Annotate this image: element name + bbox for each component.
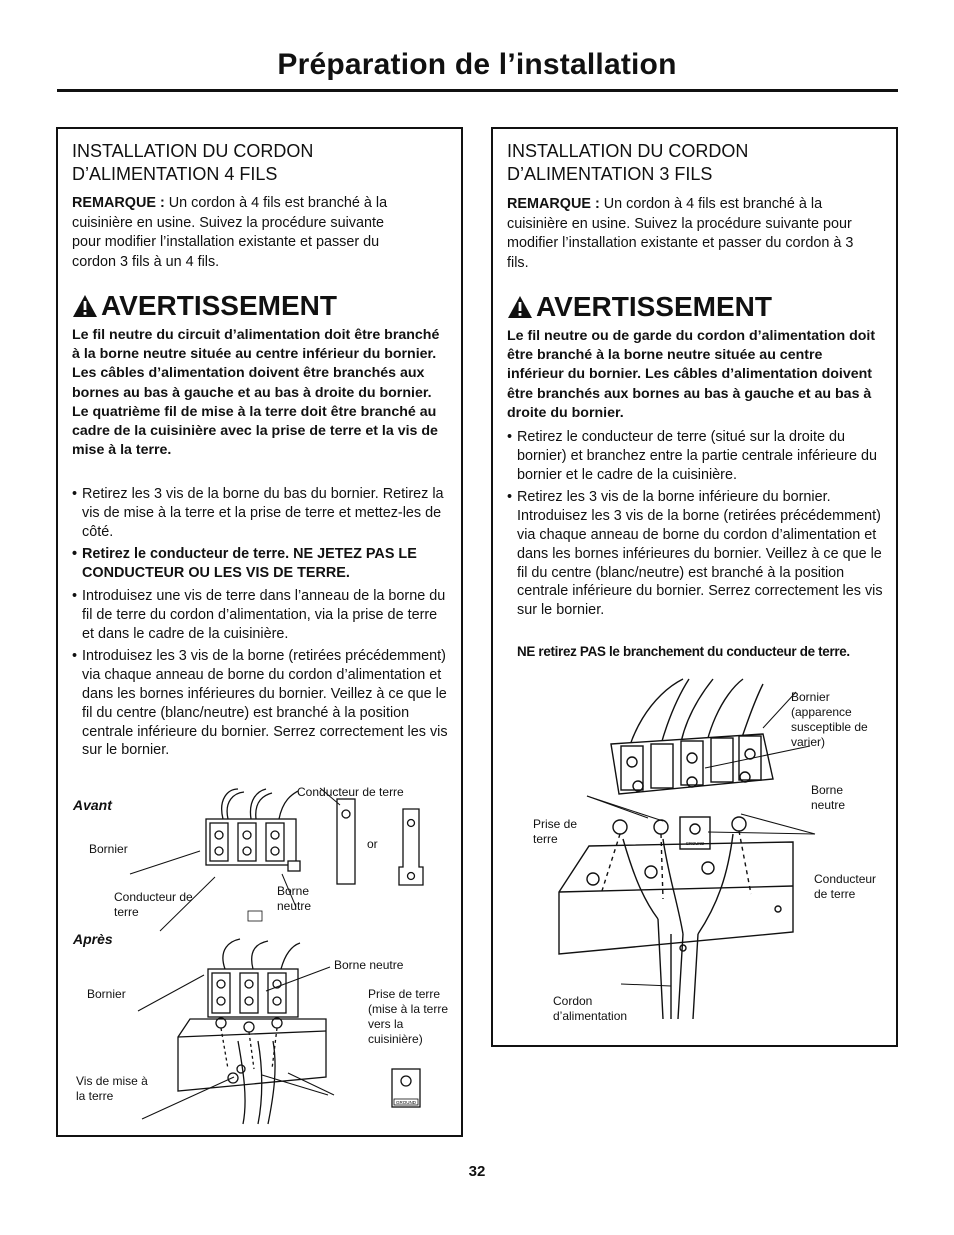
label-ground-conductor-before: Conducteur de terre (114, 890, 193, 919)
ground-tag-text: GROUND (396, 1100, 416, 1105)
right-warning-heading (507, 291, 772, 323)
label-neutral-terminal-before: Borne neutre (277, 884, 312, 913)
left-note-text: Un cordon à 4 fils est branché à la cuisinière en usine. Suivez la procédure suivante pour modifier l’installation existante et passer du cordon 3 fils à un 4 fils. (72, 195, 388, 270)
right-warning-body: Le fil neutre ou de garde du cordon d’alimentation doit être branché à la borne neutre située au centre inférieur du bornier. Les câbles d’alimentation doivent être branchés aux bornes au bas à gauche et au bas à droite du bornier. (507, 328, 876, 421)
left-panel (56, 127, 463, 1137)
caption-before: Avant (73, 797, 112, 813)
label-terminal-block: Bornier (apparence susceptible de varier) (791, 690, 868, 749)
right-note (507, 195, 867, 273)
ground-conductor-strap (337, 799, 355, 884)
list-item: • Introduisez les 3 vis de la borne (retirées précédemment) via chaque anneau de borne du cordon d’alimentation et dans les bornes inférieures du bornier. Veillez à ce que le fil du centre (blanc/neutre) est branché à la position centrale inférieure du bornier. Serrez correctement les vis sur le bornier. (72, 647, 452, 760)
label-or: or (367, 837, 378, 851)
left-warning-body: Le fil neutre du circuit d’alimentation doit être branché à la borne neutre située au centre inférieur du bornier. Les câbles d’alimentation doivent être branchés aux bornes au bas à gauche et au bas à droite du bornier. Le quatrième fil de mise à la terre doit être branché au cadre de la cuisinière avec la prise de terre et la vis de mise à la terre. (72, 327, 440, 459)
label-ground-screw: Vis de mise à la terre (76, 1074, 148, 1103)
left-note-label: REMARQUE : (72, 195, 165, 211)
right-note-label: REMARQUE : (507, 196, 600, 212)
right-warning-title: AVERTISSEMENT (536, 291, 772, 322)
page-title: Préparation de l’installation (277, 48, 677, 81)
left-instruction-list (72, 485, 452, 764)
ground-tag-small (248, 911, 262, 921)
after-terminal-block (208, 939, 300, 1032)
before-terminal-block (206, 789, 300, 871)
list-item: • Introduisez une vis de terre dans l’anneau de la borne du fil de terre du cordon d’alimentation, via la prise de terre et dans le cadre de la cuisinière. (72, 587, 452, 643)
right-panel (491, 127, 898, 1047)
label-power-cord: Cordon d’alimentation (553, 994, 628, 1023)
list-item: • Retirez le conducteur de terre (situé sur la droite du bornier) et branchez entre la partie centrale inférieure du bornier et le cadre de la cuisinière. (507, 428, 887, 484)
ground-plate-text: GROUND (685, 841, 705, 846)
page-number: 32 (468, 1163, 486, 1180)
list-item: • Retirez les 3 vis de la borne du bas du bornier. Retirez la vis de mise à la terre et la prise de terre et mettez-les de côté. (72, 485, 452, 541)
label-terminal-block-before: Bornier (89, 842, 128, 856)
terminal-block (611, 734, 773, 794)
label-ground-strap: Prise de terre (mise à la terre vers la cuisinière) (368, 987, 449, 1046)
label-terminal-block-after: Bornier (87, 987, 126, 1001)
list-item: • Retirez le conducteur de terre. NE JETEZ PAS LE CONDUCTEUR OU LES VIS DE TERRE. (72, 545, 452, 583)
right-note-text: Un cordon à 4 fils est branché à la cuisinière en usine. Suivez la procédure suivante pour modifier l’installation existante et passer du cordon à 3 fils. (507, 196, 854, 271)
label-neutral-terminal: Borne neutre (811, 783, 846, 812)
range-frame-box (178, 1019, 326, 1124)
label-ground-conductor: Conducteur de terre (297, 785, 404, 799)
left-section-heading: INSTALLATION DU CORDON D’ALIMENTATION 4 FILS (72, 141, 314, 184)
warning-triangle-icon (507, 295, 533, 319)
warning-triangle-icon (72, 294, 98, 318)
title-divider (57, 89, 898, 92)
right-section-heading: INSTALLATION DU CORDON D’ALIMENTATION 3 FILS (507, 141, 749, 184)
caption-after: Après (73, 931, 113, 947)
label-ground-strap: Prise de terre (533, 817, 578, 846)
list-item: • Retirez les 3 vis de la borne inférieure du bornier. Introduisez les 3 vis de la borne (retirées précédemment) via chaque anneau de borne du cordon d’alimentation et dans les bornes inférieures du bornier. Veillez à ce que le fil du centre (blanc/neutre) est branché à la position centrale inférieure du bornier. Serrez correctement les vis sur le bornier. (507, 488, 887, 620)
range-frame-box (559, 831, 793, 1019)
right-final-note: NE retirez PAS le branchement du conducteur de terre. (517, 644, 850, 659)
left-note (72, 194, 407, 272)
alt-ground-conductor (399, 809, 423, 885)
left-warning-title: AVERTISSEMENT (101, 290, 337, 321)
label-neutral-terminal-after: Borne neutre (334, 958, 404, 972)
label-ground-conductor: Conducteur de terre (814, 872, 877, 901)
right-instruction-list (507, 428, 887, 624)
left-warning-heading (72, 290, 337, 322)
